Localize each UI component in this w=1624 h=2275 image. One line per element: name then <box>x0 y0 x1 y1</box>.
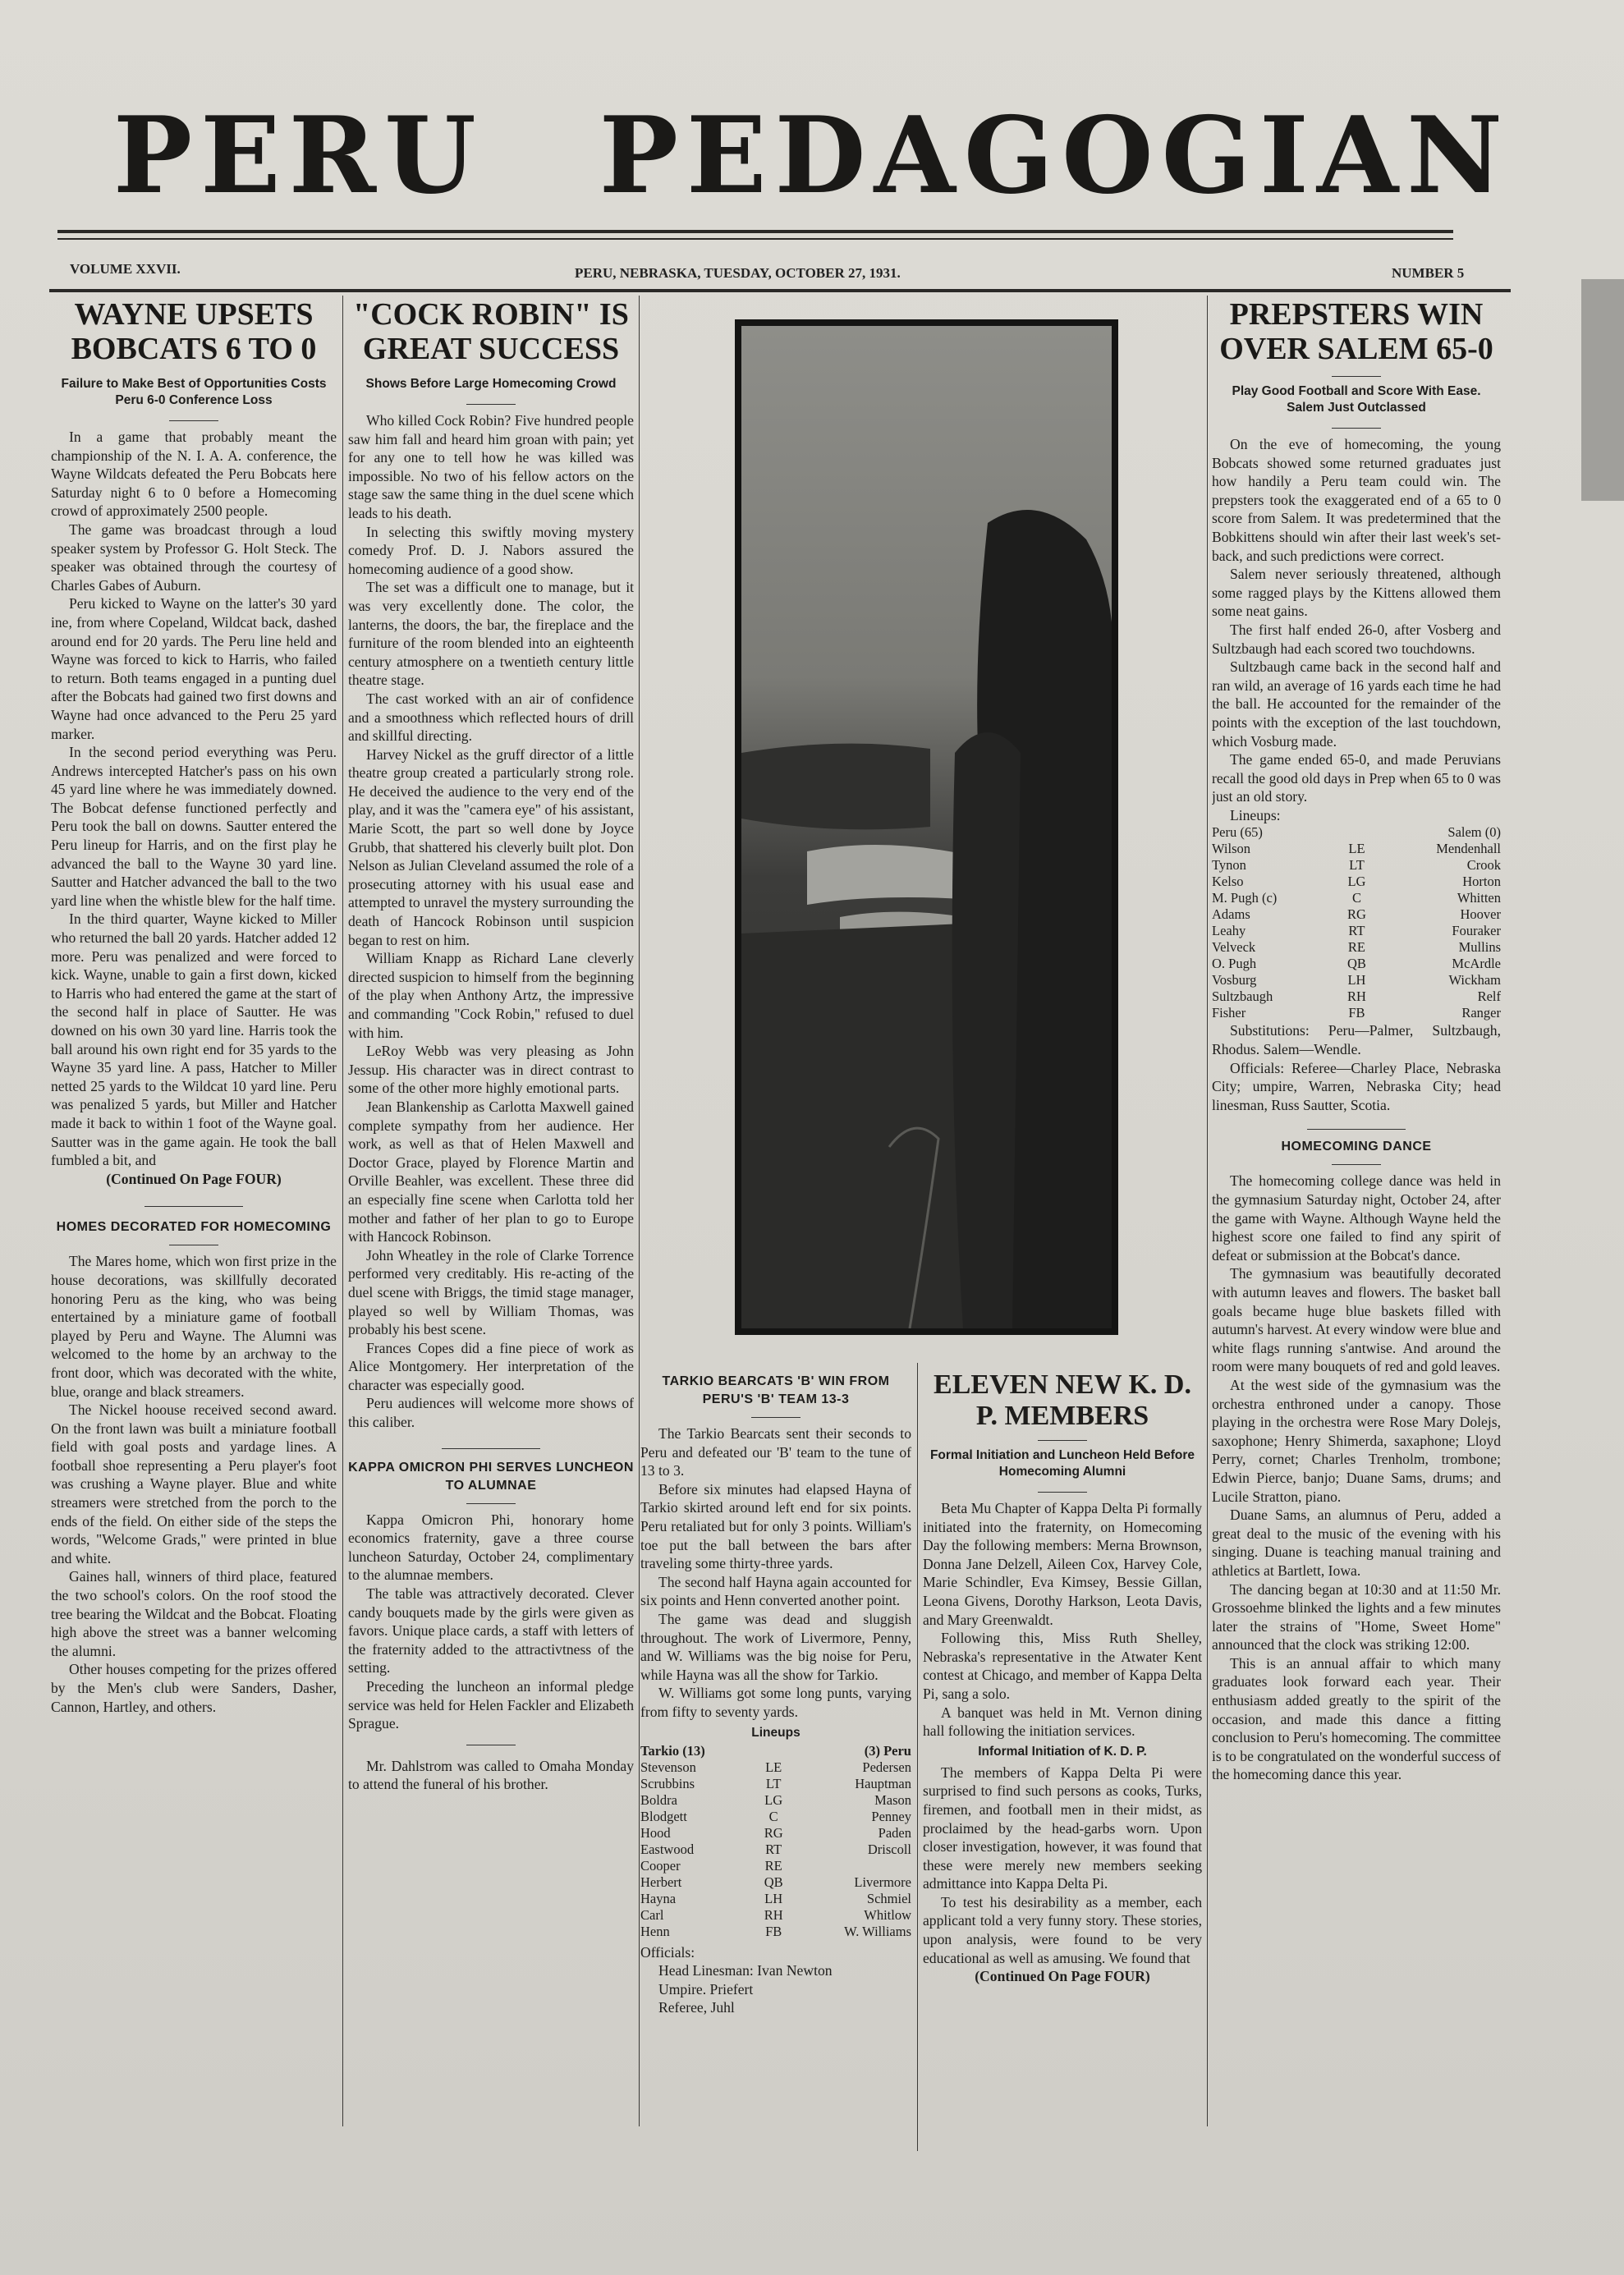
lineup-position: LE <box>765 1759 782 1775</box>
dateline: PERU, NEBRASKA, TUESDAY, OCTOBER 27, 1931. <box>575 265 901 281</box>
masthead-rule-top <box>57 230 1453 233</box>
continued-note: (Continued On Page FOUR) <box>975 1968 1150 1985</box>
paragraph: Harvey Nickel as the gruff director of a little theatre group created a particularly strong role. He deceived the audience to the very end of the play, and it was the "camera eye" of his assistant, Marie Scott, the part so well done by Joyce Grubb, that shattered his cleverly built plot. Don Nelson as Julian Cleveland assumed the role of a prosecuting attorney with his usual ease and attempted to unravel the mystery surrounding the death of Hancock Robinson until suspicion began to rest on him. <box>348 745 634 948</box>
lineup-position: RG <box>764 1824 783 1841</box>
paragraph: The dancing began at 10:30 and at 11:50 Mr. Grossoehme blinked the lights and a few minutes later the strains of "Home, Sweet Home" announced that the clock was striking 12:00. <box>1212 1580 1501 1654</box>
paragraph: Beta Mu Chapter of Kappa Delta Pi formally initiated into the fraternity, on Homecoming Day the following members: Merna Brownson, Donna Jane Delzell, Aileen Cox, Harvey Cole, Marie Schindler, Eva Kimsey, Bessie Gillan, Leona Givens, Dorothy Harkson, Leota Davis, and Mary Greenwaldt. <box>923 1500 1202 1628</box>
lineup-position: LG <box>1347 874 1366 890</box>
officials-line: Head Linesman: Ivan Newton <box>658 1962 833 1979</box>
lineup-row <box>640 1924 911 1940</box>
lineup-player-right: Schmiel <box>866 1890 911 1906</box>
paragraph: Duane Sams, an alumnus of Peru, added a great deal to the music of the evening with his singing. Duane is teaching manual training and athletics at Bartlett, Iowa. <box>1212 1507 1501 1579</box>
masthead-rule-under <box>57 238 1453 240</box>
paragraph: To test his desirability as a member, each applicant told a very funny story. These stories, upon analysis, were found to be very educational as well as amusing. We found that <box>923 1893 1202 1966</box>
paragraph: On the eve of homecoming, the young Bobcats showed some returned graduates just how handily a Peru team could win. The prepsters took the exaggerated end of a 65 to 0 score from Salem. It was predetermined that the Bobkittens should win after their last week's set-back, and such predictions were correct. <box>1212 436 1501 564</box>
paragraph: In selecting this swiftly moving mystery comedy Prof. D. J. Nabors assured the homecoming audience of a good show. <box>348 523 634 577</box>
lineup-player-left: O. Pugh <box>1212 956 1257 972</box>
lineup-player-right: Whitlow <box>864 1906 911 1923</box>
paragraph: A banquet was held in Mt. Vernon dining hall following the initiation services. <box>923 1704 1202 1740</box>
divider <box>169 420 218 421</box>
paragraph: The game was dead and sluggish throughout. The work of Livermore, Penny, and W. Williams was the big noise for Peru, while Hayna was all the show for Tarkio. <box>640 1610 911 1683</box>
paragraph: The cast worked with an air of confidence and a smoothness which reflected hours of drill and skillful directing. <box>348 690 634 745</box>
lineup-player-left: Kelso <box>1212 874 1244 890</box>
lineup-row <box>640 1792 911 1809</box>
paragraph: The Nickel hoouse received second award. On the front lawn was built a miniature football field with goal posts and yardage lines. A football shoe representing a Peru player's foot was crushing a Wayne player. Blue and white streamers were stretched from the porch to the ends of the field. On either side of the steps the words, "Welcome Grads," were printed in blue and white. <box>51 1401 337 1566</box>
lineup-player-left: Tynon <box>1212 857 1246 874</box>
lineup-player-left: Cooper <box>640 1857 681 1874</box>
lineup-position: C <box>768 1808 778 1824</box>
lineup-row <box>640 1907 911 1924</box>
lineup-row <box>640 1809 911 1825</box>
divider <box>1307 1129 1406 1130</box>
lineup-position: RT <box>765 1841 782 1857</box>
lineup-player-right: Livermore <box>854 1874 911 1890</box>
paragraph: Officials: Referee—Charley Place, Nebraska City; umpire, Warren, Nebraska City; head linesman, Russ Sautter, Scotia. <box>1212 1059 1501 1113</box>
officials-line: Umpire. Priefert <box>658 1980 754 1998</box>
landscape-photo <box>735 319 1118 1335</box>
lineup-player-right: Horton <box>1462 874 1501 890</box>
issue-number: NUMBER 5 <box>1392 265 1465 281</box>
lineup-header-row <box>640 1743 911 1759</box>
lineup-row <box>640 1759 911 1776</box>
lineup-player-left: Vosburg <box>1212 972 1257 988</box>
paragraph: Sultzbaugh came back in the second half and ran wild, an average of 16 yards each time he had the ball. He accounted for the remainder of the points with the exception of the last touchdown, which Vosburg made. <box>1212 658 1501 750</box>
lineup-player-right: W. Williams <box>844 1923 911 1939</box>
lineup-row <box>1212 988 1501 1005</box>
column-rule-2 <box>639 296 640 2126</box>
paragraph: In the third quarter, Wayne kicked to Miller who returned the ball 20 yards. Hatcher added 12 more. Peru was penalized and were forced to kick. Wayne, unable to gain a first down, kicked to Harris who had entered the game at the start of the second half in place of Sautter. He was downed on his own 30 yard line. Harris took the ball around his own right end for 35 yards to the Wayne 35 yard line. A pass, Hatcher to Miller netted 25 yards to the Wildcat 10 yard line. Peru was penalized 5 yards, but Miller and Hatcher made it back to within 1 foot of the Wayne goal. Sautter was in the game again. He took the ball fumbled a bit, and <box>51 910 337 1169</box>
masthead <box>0 94 1624 218</box>
deck-prepsters: Play Good Football and Score With Ease. Salem Just Outclassed <box>1232 384 1481 415</box>
paragraph: The Mares home, which won first prize in the house decorations, was skillfully decorated honoring Peru as the king, who was being entertained by a miniature game of football played by Peru and Wayne. The Alumni was welcomed to the home by an archway to the front door, which was decorated with the white, blue, orange and black streamers. <box>51 1253 337 1400</box>
paragraph: The first half ended 26-0, after Vosberg and Sultzbaugh had each scored two touchdowns. <box>1212 621 1501 657</box>
lineup-player-right: Driscoll <box>867 1841 911 1857</box>
lineup-row <box>1212 906 1501 923</box>
column-wayne <box>51 297 337 2144</box>
paragraph: The game ended 65-0, and made Peruvians recall the good old days in Prep when 65 to 0 was just an old story. <box>1212 751 1501 805</box>
lineup-player-left: Hayna <box>640 1890 677 1906</box>
lineup-team-right: Salem (0) <box>1447 824 1501 841</box>
lineup-player-right: Hauptman <box>855 1775 911 1791</box>
paragraph: This is an annual affair to which many graduates look forward each year. Their enthusiasm added greatly to the spirit of the occasion, and made this dance a fitting conclusion to Peru's homecoming. The committee is to be congratulated on the wonderful success of the homecoming dance this year. <box>1212 1654 1501 1783</box>
lineup-position: LH <box>764 1890 783 1906</box>
masthead-word-peru: PERU <box>112 94 484 218</box>
divider <box>751 1417 801 1418</box>
divider <box>1332 376 1381 377</box>
headline-homecoming-dance: HOMECOMING DANCE <box>1281 1140 1432 1154</box>
paragraph: Following this, Miss Ruth Shelley, Nebraska's representative in the Atwater Kent contest at Chicago, and member of Kappa Delta Pi, sang a solo. <box>923 1630 1202 1702</box>
lineup-row <box>640 1891 911 1907</box>
lineup-player-left: Wilson <box>1212 841 1251 857</box>
lineup-player-left: Sultzbaugh <box>1212 988 1273 1005</box>
divider <box>466 404 516 405</box>
paragraph: Mr. Dahlstrom was called to Omaha Monday to attend the funeral of his brother. <box>348 1757 634 1793</box>
lineup-row <box>640 1776 911 1792</box>
lineup-position: LG <box>764 1791 783 1808</box>
lineup-position: LE <box>1348 841 1365 857</box>
lineup-row <box>640 1874 911 1891</box>
lineup-player-right <box>791 1858 911 1874</box>
prep-lineup-table <box>1212 824 1501 1021</box>
lineup-position: QB <box>764 1874 783 1890</box>
lineup-position: RG <box>1346 906 1366 923</box>
paragraph: The second half Hayna again accounted for six points and Henn converted another point. <box>640 1573 911 1609</box>
headline-cock-robin: "COCK ROBIN" IS GREAT SUCCESS <box>353 297 629 366</box>
lineup-player-right: Paden <box>878 1824 911 1841</box>
lineup-player-right: Crook <box>1466 857 1501 874</box>
lineup-player-left: M. Pugh (c) <box>1212 890 1278 906</box>
lineup-player-left: Herbert <box>640 1874 682 1890</box>
lineup-position: RT <box>1348 923 1365 939</box>
paragraph: Peru audiences will welcome more shows of this caliber. <box>348 1395 634 1431</box>
paragraph: Peru kicked to Wayne on the latter's 30 yard ine, from where Copeland, Wildcat back, dashed around end for 20 yards. The Peru line held and Wayne was forced to kick to Harris, who failed to return. Both teams engaged in a punting duel after the Bobcats had gained two first downs and Wayne had once advanced to the Peru 25 yard marker. <box>51 595 337 742</box>
paragraph: W. Williams got some long punts, varying from fifty to seventy yards. <box>640 1685 911 1720</box>
lineup-row <box>640 1842 911 1858</box>
paragraph: In the second period everything was Peru. Andrews intercepted Hatcher's pass on his own 45 yard line where he was immediately downed. The Bobcat defense functioned perfectly and Peru took the ball on downs. Sautter entered the Peru lineup for Harris, and on the first play he advanced the ball to the Wayne 30 yard line. Sautter and Hatcher advanced the ball to the two yard line when the whistle blew for the half time. <box>51 744 337 909</box>
lineup-player-left: Velveck <box>1212 939 1256 956</box>
lineup-row <box>1212 874 1501 890</box>
divider <box>466 1503 516 1504</box>
lineup-player-left: Leahy <box>1212 923 1246 939</box>
headline-homes-decorated: HOMES DECORATED FOR HOMECOMING <box>56 1220 332 1235</box>
lineup-player-left: Henn <box>640 1923 670 1939</box>
lineup-position: RH <box>1346 988 1366 1005</box>
lineup-player-right: Mendenhall <box>1436 841 1501 857</box>
dateline-rule <box>49 289 1511 292</box>
lineup-player-left: Carl <box>640 1906 664 1923</box>
lineup-row <box>1212 923 1501 939</box>
lineup-position: RH <box>764 1906 783 1923</box>
paragraph: At the west side of the gymnasium was the orchestra enthroned under a canopy. Those playing in the orchestra were Rose Mary Dolejs, saxophone; Henry Shimerda, saxaphone; Lloyd Perry, cornet; Charles Trenholm, trombone; Edwin Pierce, banjo; Duane Sams, drums; and Lucile Stratton, piano. <box>1212 1376 1501 1505</box>
divider <box>1038 1492 1087 1493</box>
lineup-label: Lineups: <box>1230 806 1281 823</box>
lineup-player-right: Pedersen <box>862 1759 911 1775</box>
lineup-player-right: Ranger <box>1461 1005 1501 1021</box>
volume-label: VOLUME XXVII. <box>70 261 181 277</box>
paragraph: Substitutions: Peru—Palmer, Sultzbaugh, Rhodus. Salem—Wendle. <box>1212 1022 1501 1058</box>
lineup-player-left: Scrubbins <box>640 1775 695 1791</box>
lineup-label: Lineups <box>751 1725 801 1740</box>
paragraph: John Wheatley in the role of Clarke Torrence performed very creditably. His re-acting of the duel scene with Briggs, the timid stage manager, played so well by William Thomas, was probably his best scene. <box>348 1246 634 1338</box>
headline-prepsters-win: PREPSTERS WIN OVER SALEM 65-0 <box>1219 297 1493 366</box>
lineup-player-right: McArdle <box>1452 956 1501 972</box>
paragraph: The members of Kappa Delta Pi were surprised to find such persons as cooks, Turks, firemen, and football men in their midst, as proclaimed by the head-garbs worn. Upon closer investigation, however, it was found that these were merely new members seeking admittance into Kappa Delta Pi. <box>923 1764 1202 1892</box>
lineup-position: RE <box>764 1857 782 1874</box>
headline-kappa-omicron: KAPPA OMICRON PHI SERVES LUNCHEON TO ALUMNAE <box>348 1460 634 1493</box>
lineup-player-left: Stevenson <box>640 1759 696 1775</box>
lineup-position: FB <box>1348 1005 1365 1021</box>
paragraph: Gaines hall, winners of third place, featured the two school's colors. On the roof stood the tree bearing the Wildcat and the Bobcat. Floating high above the street was a banner welcoming the alumni. <box>51 1568 337 1659</box>
lineup-player-left: Hood <box>640 1824 671 1841</box>
lineup-player-right: Relf <box>1477 988 1501 1005</box>
lineup-row <box>640 1825 911 1842</box>
lineup-row <box>1212 1005 1501 1021</box>
column-prepsters <box>1212 297 1501 2144</box>
lineup-team-left: Peru (65) <box>1212 824 1263 841</box>
lineup-position: FB <box>765 1923 782 1939</box>
paragraph: Before six minutes had elapsed Hayna of Tarkio skirted around left end for six points. Peru retaliated but for only 3 points. William's toe put the ball between the bars after traveling some thirty-three yards. <box>640 1480 911 1572</box>
library-tab <box>1581 279 1624 501</box>
lineup-row <box>1212 857 1501 874</box>
deck-kdp: Formal Initiation and Luncheon Held Before Homecoming Alumni <box>929 1448 1195 1479</box>
lineup-position: QB <box>1346 956 1366 972</box>
divider <box>1332 428 1381 429</box>
paragraph: Who killed Cock Robin? Five hundred people saw him fall and heard him groan with pain; yet for any one to tell how he was killed was impossible. No two of his fellow actors on the stage saw the same thing in the duel scene which leads to his death. <box>348 412 634 521</box>
paragraph: The homecoming college dance was held in the gymnasium Saturday night, October 24, after the game with Wayne. Although Wayne held the highest score one failed to find any spirit of defeat or submission at the Bobcat's dance. <box>1212 1172 1501 1264</box>
paragraph: Kappa Omicron Phi, honorary home economics fraternity, gave a three course luncheon Saturday, October 24, complimentary to the alumnae members. <box>348 1511 634 1584</box>
paragraph: The game was broadcast through a loud speaker system by Professor G. Holt Steck. The speaker was obtained through the courtesy of Charles Gabes of Auburn. <box>51 521 337 594</box>
lineup-player-right: Wickham <box>1448 972 1501 988</box>
divider <box>1038 1440 1087 1441</box>
lineup-player-right: Mullins <box>1458 939 1501 956</box>
continued-note: (Continued On Page FOUR) <box>106 1170 282 1187</box>
paragraph: Jean Blankenship as Carlotta Maxwell gained complete sympathy from her audience. Her work, as well as that of Helen Maxwell and Doctor Grace, played by Florence Martin and Orville Beahler, was excellent. These three did an especially fine scene when Carlotta told her mother and father of her plan to go to Europe with Hancock Robinson. <box>348 1098 634 1245</box>
lineup-player-left: Eastwood <box>640 1841 695 1857</box>
masthead-word-pedagogian: PEDAGOGIAN <box>599 94 1512 218</box>
lineup-row <box>1212 841 1501 857</box>
lineup-position: C <box>1351 890 1361 906</box>
lineup-team-left: Tarkio (13) <box>640 1742 705 1759</box>
lineup-player-left: Boldra <box>640 1791 677 1808</box>
lineup-player-left: Blodgett <box>640 1808 687 1824</box>
paragraph: William Knapp as Richard Lane cleverly directed suspicion to himself from the beginning of the play when Anthony Artz, the impressive and commanding "Cock Robin," refused to duel with him. <box>348 950 634 1041</box>
headline-wayne-upsets: WAYNE UPSETS BOBCATS 6 TO 0 <box>71 297 317 366</box>
subhead-informal-initiation: Informal Initiation of K. D. P. <box>978 1744 1147 1759</box>
paragraph: LeRoy Webb was very pleasing as John Jessup. His character was in direct contrast to some of the other more highly emotional parts. <box>348 1043 634 1097</box>
lineup-player-left: Fisher <box>1212 1005 1246 1021</box>
paragraph: Preceding the luncheon an informal pledge service was held for Helen Fackler and Elizabeth Sprague. <box>348 1678 634 1732</box>
lineup-player-right: Hoover <box>1460 906 1501 923</box>
lineup-position: RE <box>1347 939 1365 956</box>
paragraph: The Tarkio Bearcats sent their seconds to Peru and defeated our 'B' team to the tune of 13 to 3. <box>640 1425 911 1479</box>
deck-wayne: Failure to Make Best of Opportunities Costs Peru 6-0 Conference Loss <box>61 377 327 407</box>
column-kdp <box>923 1369 1202 2141</box>
headline-tarkio-bearcats: TARKIO BEARCATS 'B' WIN FROM PERU'S 'B' TEAM 13-3 <box>662 1374 890 1406</box>
paragraph: Frances Copes did a fine piece of work as Alice Montgomery. Her interpretation of the character was especially good. <box>348 1339 634 1393</box>
paragraph: In a game that probably meant the championship of the N. I. A. A. conference, the Wayne Wildcats defeated the Peru Bobcats here Saturday night 6 to 0 before a Homecoming crowd of approximately 2500 people. <box>51 429 337 520</box>
paragraph: The gymnasium was beautifully decorated with autumn leaves and flowers. The basket ball goals became huge blue baskets filled with autumn's harvest. At every window were blue and white flags running s'antwise. And around the room were many bouquets of red and gold leaves. <box>1212 1265 1501 1375</box>
divider <box>1332 1164 1381 1165</box>
lineup-position: LT <box>1349 857 1365 874</box>
landscape-photo-image <box>741 326 1112 1328</box>
lineup-player-left: Adams <box>1212 906 1250 923</box>
lineup-row <box>640 1858 911 1874</box>
divider <box>145 1206 243 1207</box>
lineup-position: LH <box>1347 972 1366 988</box>
lineup-header-row <box>1212 824 1501 841</box>
lineup-row <box>1212 939 1501 956</box>
lineup-player-right: Fouraker <box>1452 923 1501 939</box>
lineup-team-right: (3) Peru <box>864 1742 911 1759</box>
column-rule-1 <box>342 296 343 2126</box>
deck-cock-robin: Shows Before Large Homecoming Crowd <box>365 377 617 391</box>
paragraph: The set was a difficult one to manage, but it was very excellently done. The color, the lanterns, the doors, the bar, the fireplace and the furniture of the room blended into an eighteenth century atmosphere on a twentieth century little theatre stage. <box>348 579 634 689</box>
lineup-position: LT <box>765 1775 782 1791</box>
lineup-row <box>1212 972 1501 988</box>
lineup-player-right: Whitten <box>1457 890 1501 906</box>
column-rule-3 <box>917 1363 918 2151</box>
paragraph: The table was attractively decorated. Clever candy bouquets made by the girls were given as favors. Unique place cards, a staff with letters of the fraternity added to the attractivtness of the setting. <box>348 1585 634 1676</box>
divider <box>442 1448 540 1449</box>
lineup-row <box>1212 890 1501 906</box>
lineup-row <box>1212 956 1501 972</box>
headline-eleven-new-kdp: ELEVEN NEW K. D. P. MEMBERS <box>934 1369 1191 1431</box>
column-cock-robin <box>348 297 634 2144</box>
tarkio-lineup-table <box>640 1743 911 1940</box>
lineup-player-right: Mason <box>874 1791 911 1808</box>
column-rule-4 <box>1207 296 1208 2126</box>
officials-line: Officials: <box>640 1943 695 1961</box>
officials-line: Referee, Juhl <box>658 1999 735 2016</box>
column-tarkio <box>640 1369 911 2141</box>
paragraph: Salem never seriously threatened, although some ragged plays by the Kittens allowed them some neat gains. <box>1212 566 1501 620</box>
paragraph: Other houses competing for the prizes offered by the Men's club were Sanders, Dasher, Cannon, Hartley, and others. <box>51 1661 337 1715</box>
lineup-player-right: Penney <box>871 1808 911 1824</box>
